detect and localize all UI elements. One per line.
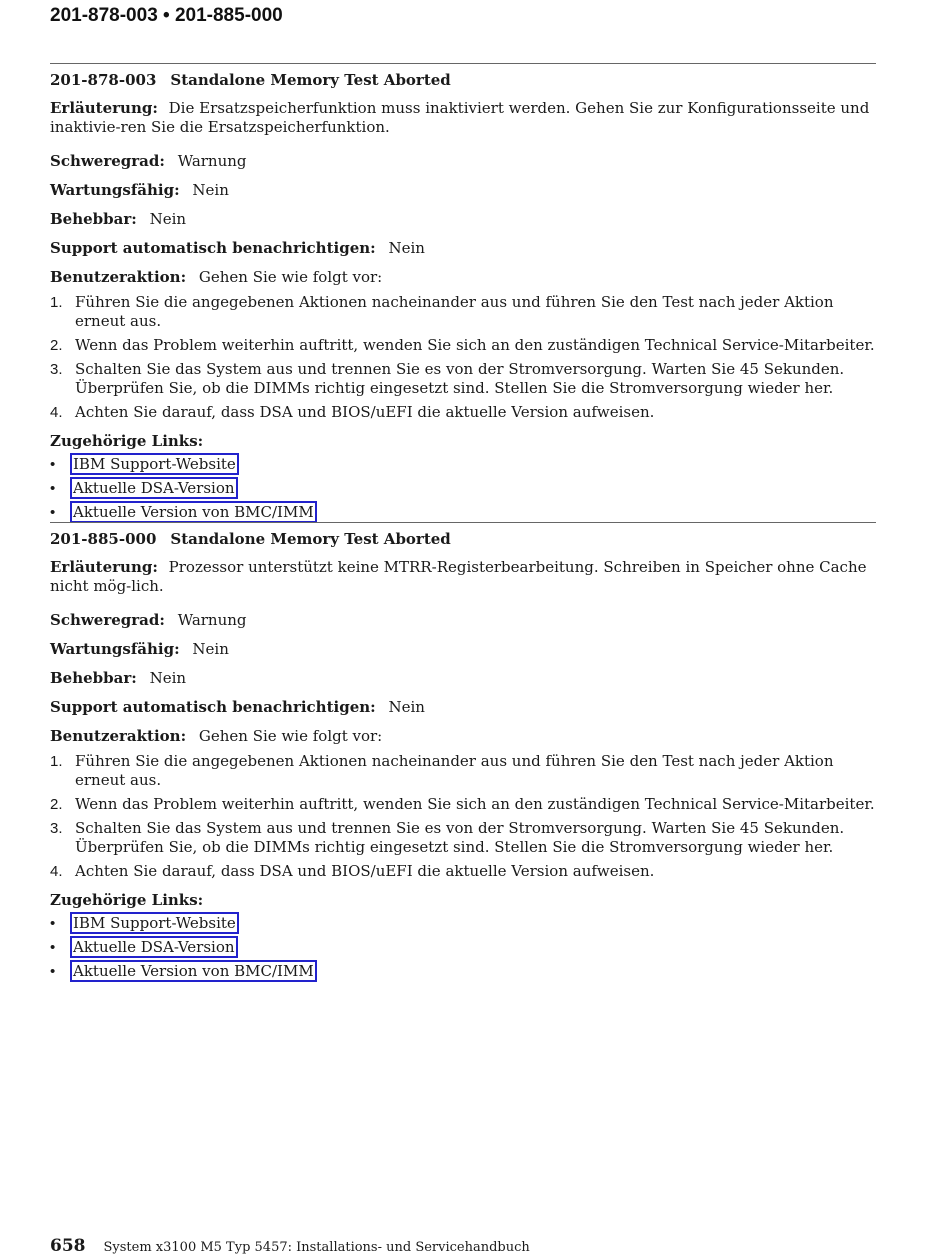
severity-field xyxy=(50,611,876,630)
step-number: 1. xyxy=(50,294,63,311)
section-divider xyxy=(50,63,876,64)
related-links-heading: Zugehörige Links: xyxy=(50,891,204,909)
message-entry xyxy=(50,63,876,527)
link-item xyxy=(50,914,876,933)
serviceable-field xyxy=(50,640,876,659)
step-text: Wenn das Problem weiterhin auftritt, wenden Sie sich an den zuständigen Technical Service-Mitarbeiter. xyxy=(75,795,875,813)
dsa-version-link[interactable]: Aktuelle DSA-Version xyxy=(70,936,238,958)
section-divider xyxy=(50,522,876,523)
bmc-imm-version-link[interactable]: Aktuelle Version von BMC/IMM xyxy=(70,960,317,982)
step-text: Schalten Sie das System aus und trennen Sie es von der Stromversorgung. Warten Sie 45 Sekunden. Überprüfen Sie, ob die DIMMs richtig eingesetzt sind. Stellen Sie die Stromversorgung wieder her. xyxy=(75,819,845,856)
severity-label: Schweregrad: xyxy=(50,611,165,629)
ibm-support-link[interactable]: IBM Support-Website xyxy=(70,912,239,934)
bmc-imm-version-link[interactable]: Aktuelle Version von BMC/IMM xyxy=(70,501,317,523)
step-item xyxy=(50,795,876,814)
serviceable-field xyxy=(50,181,876,200)
serviceable-label: Wartungsfähig: xyxy=(50,181,180,199)
severity-field xyxy=(50,152,876,171)
serviceable-value: Nein xyxy=(192,640,229,658)
explanation xyxy=(50,99,876,137)
message-title: Standalone Memory Test Aborted xyxy=(170,530,451,548)
step-text: Wenn das Problem weiterhin auftritt, wenden Sie sich an den zuständigen Technical Service-Mitarbeiter. xyxy=(75,336,875,354)
recoverable-value: Nein xyxy=(149,669,187,687)
explanation-label: Erläuterung: xyxy=(50,558,158,576)
severity-label: Schweregrad: xyxy=(50,152,165,170)
page-number: 658 xyxy=(50,1236,86,1256)
related-links-heading: Zugehörige Links: xyxy=(50,432,204,450)
step-text: Achten Sie darauf, dass DSA und BIOS/uEFI die aktuelle Version aufweisen. xyxy=(75,862,655,880)
step-number: 2. xyxy=(50,796,63,813)
step-number: 2. xyxy=(50,337,63,354)
user-action xyxy=(50,268,876,287)
bullet-icon: • xyxy=(50,480,56,497)
step-item xyxy=(50,360,876,398)
notify-field xyxy=(50,239,876,258)
step-item xyxy=(50,862,876,881)
notify-value: Nein xyxy=(388,239,425,257)
link-item xyxy=(50,479,876,498)
book-title: System x3100 M5 Typ 5457: Installations- und Servicehandbuch xyxy=(103,1240,530,1255)
step-number: 3. xyxy=(50,361,63,378)
related-links-list xyxy=(50,914,876,981)
recoverable-value: Nein xyxy=(149,210,187,228)
bullet-icon: • xyxy=(50,963,56,980)
dsa-version-link[interactable]: Aktuelle DSA-Version xyxy=(70,477,238,499)
ibm-support-link[interactable]: IBM Support-Website xyxy=(70,453,239,475)
step-item xyxy=(50,293,876,331)
user-action-text: Gehen Sie wie folgt vor: xyxy=(198,268,383,286)
link-item xyxy=(50,503,876,522)
step-number: 4. xyxy=(50,863,63,880)
recoverable-label: Behebbar: xyxy=(50,210,137,228)
step-number: 1. xyxy=(50,753,63,770)
step-text: Führen Sie die angegebenen Aktionen nacheinander aus und führen Sie den Test nach jeder Aktion erneut aus. xyxy=(75,293,834,330)
step-text: Achten Sie darauf, dass DSA und BIOS/uEFI die aktuelle Version aufweisen. xyxy=(75,403,655,421)
step-text: Führen Sie die angegebenen Aktionen nacheinander aus und führen Sie den Test nach jeder Aktion erneut aus. xyxy=(75,752,834,789)
bullet-icon: • xyxy=(50,915,56,932)
user-action-label: Benutzeraktion: xyxy=(50,268,187,286)
user-action-label: Benutzeraktion: xyxy=(50,727,187,745)
link-item xyxy=(50,962,876,981)
step-item xyxy=(50,752,876,790)
recoverable-field xyxy=(50,210,876,229)
entry-title xyxy=(50,529,876,549)
running-head: 201-878-003 • 201-885-000 xyxy=(50,5,283,26)
step-item xyxy=(50,819,876,857)
link-item xyxy=(50,455,876,474)
notify-label: Support automatisch benachrichtigen: xyxy=(50,239,376,257)
explanation-text: Die Ersatzspeicherfunktion muss inaktiviert werden. Gehen Sie zur Konfigurationsseite und inaktivie-ren Sie die Ersatzspeicherfunktion. xyxy=(50,99,870,136)
severity-value: Warnung xyxy=(177,152,247,170)
page-footer xyxy=(50,1236,530,1256)
user-action-text: Gehen Sie wie folgt vor: xyxy=(198,727,383,745)
message-entry xyxy=(50,522,876,986)
explanation-label: Erläuterung: xyxy=(50,99,158,117)
recoverable-field xyxy=(50,669,876,688)
link-item xyxy=(50,938,876,957)
explanation xyxy=(50,558,876,596)
bullet-icon: • xyxy=(50,939,56,956)
serviceable-value: Nein xyxy=(192,181,229,199)
message-code: 201-878-003 xyxy=(50,71,157,89)
message-code: 201-885-000 xyxy=(50,530,157,548)
step-item xyxy=(50,403,876,422)
step-number: 3. xyxy=(50,820,63,837)
entry-title xyxy=(50,70,876,90)
explanation-text: Prozessor unterstützt keine MTRR-Registerbearbeitung. Schreiben in Speicher ohne Cache nicht mög-lich. xyxy=(50,558,867,595)
recoverable-label: Behebbar: xyxy=(50,669,137,687)
serviceable-label: Wartungsfähig: xyxy=(50,640,180,658)
severity-value: Warnung xyxy=(177,611,247,629)
related-links-list xyxy=(50,455,876,522)
step-item xyxy=(50,336,876,355)
step-text: Schalten Sie das System aus und trennen Sie es von der Stromversorgung. Warten Sie 45 Sekunden. Überprüfen Sie, ob die DIMMs richtig eingesetzt sind. Stellen Sie die Stromversorgung wieder her. xyxy=(75,360,845,397)
message-title: Standalone Memory Test Aborted xyxy=(170,71,451,89)
step-number: 4. xyxy=(50,404,63,421)
notify-label: Support automatisch benachrichtigen: xyxy=(50,698,376,716)
action-steps xyxy=(50,752,876,881)
bullet-icon: • xyxy=(50,504,56,521)
user-action xyxy=(50,727,876,746)
notify-field xyxy=(50,698,876,717)
bullet-icon: • xyxy=(50,456,56,473)
action-steps xyxy=(50,293,876,422)
notify-value: Nein xyxy=(388,698,425,716)
